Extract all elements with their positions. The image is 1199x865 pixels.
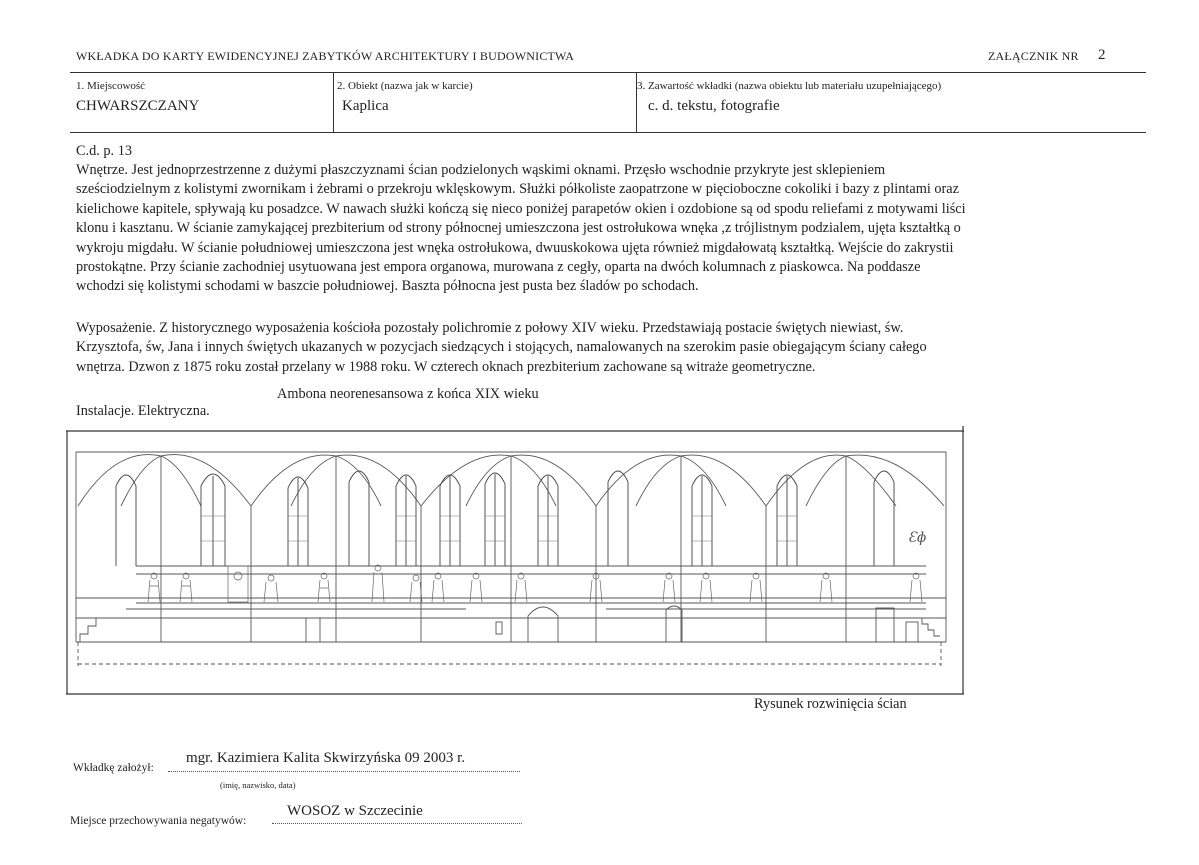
annex-label: ZAŁĄCZNIK NR	[988, 49, 1079, 63]
interior-line: klonu i kasztanu. W ścianie zamykającej prezbiterium od strony północnej umieszczona jest ostrołukowa wnęka ,z trójlistnym podzialem, ujęta kształtką o	[76, 220, 961, 237]
equipment-paragraph	[76, 319, 1146, 377]
form-title: WKŁADKA DO KARTY EWIDENCYJNEJ ZABYTKÓW ARCHITEKTURY I BUDOWNICTWA	[76, 49, 575, 63]
author-value: mgr. Kazimiera Kalita Skwirzyńska 09 2003 r.	[186, 750, 466, 766]
header-bottom-rule	[70, 132, 1146, 133]
content-value: c. d. tekstu, fotografie	[648, 98, 780, 114]
author-dotted-line	[168, 771, 520, 772]
object-label: 2. Obiekt (nazwa jak w karcie)	[337, 80, 473, 92]
storage-dotted-line	[272, 823, 522, 824]
author-label: Wkładkę założył:	[73, 762, 154, 774]
place-label: 1. Miejscowość	[76, 80, 146, 92]
interior-line: sześciodzielnym z kolistymi zwornikam i żebrami o przekroju wklęskowym. Służki półkoliste zaopatrzone w pięcioboczne cokoliki i bazy z plintami oraz	[76, 181, 959, 198]
header-divider-1	[333, 72, 334, 132]
pulpit-note: Ambona neorenesansowa z końca XIX wieku	[277, 386, 539, 402]
equipment-line: wnętrza. Dzwon z 1875 roku został przelany w 1988 roku. W czterech oknach prezbiterium zachowane są witraże geometryczne.	[76, 358, 816, 375]
drawing-signature-mark: Ɛɸ	[908, 530, 927, 546]
installations-note: Instalacje. Elektryczna.	[76, 403, 210, 419]
equipment-line: Krzysztofa, św, Jana i innych świętych ukazanych w pozycjach siedzących i stojących, namalowanych na szerokim pasie obiegającym ściany całego	[76, 339, 927, 356]
interior-paragraph	[76, 161, 1146, 297]
place-value: CHWARSZCZANY	[76, 98, 200, 114]
annex-number: 2	[1098, 47, 1106, 63]
wall-elevation-drawing	[66, 426, 966, 698]
storage-label: Miejsce przechowywania negatywów:	[70, 815, 247, 827]
interior-line: wchodzi się kolistymi schodami w baszcie południowej. Baszta północna jest pusta bez śladów po schodach.	[76, 278, 699, 295]
interior-line: kielichowe kapitele, spływają ku posadzce. W nawach służki kończą się nieco poniżej parapetów okien i ozdobione są od spodu reliefami z motywami liści	[76, 200, 966, 217]
storage-value: WOSOZ w Szczecinie	[287, 803, 423, 819]
interior-line: Wnętrze. Jest jednoprzestrzenne z dużymi płaszczyznami ścian podzielonych wąskimi oknami. Przęsło wschodnie przykryte jest sklepieniem	[76, 162, 886, 178]
drawing-caption: Rysunek rozwinięcia ścian	[754, 696, 907, 712]
interior-line: wykroju migdału. W ścianie południowej umieszczona jest wnęka ostrołukowa, dwuuskokowa ujęta również migdałowatą kształtką. Wejście do zakrystii	[76, 239, 954, 256]
author-hint: (imię, nazwisko, data)	[220, 780, 296, 790]
interior-line: prostokątne. Przy ścianie zachodniej usytuowana jest empora organowa, murowana z cegły, oparta na dwóch kolumnach z piaskowca. Na poddasze	[76, 259, 921, 276]
content-label: 3. Zawartość wkładki (nazwa obiektu lub materiału uzupełniającego)	[637, 80, 942, 92]
header-top-rule	[70, 72, 1146, 73]
continuation-ref: C.d. p. 13	[76, 143, 133, 159]
equipment-line: Wyposażenie. Z historycznego wyposażenia kościoła pozostały polichromie z połowy XIV wieku. Przedstawiają postacie świętych niewiast, św.	[76, 320, 904, 336]
object-value: Kaplica	[342, 98, 389, 114]
